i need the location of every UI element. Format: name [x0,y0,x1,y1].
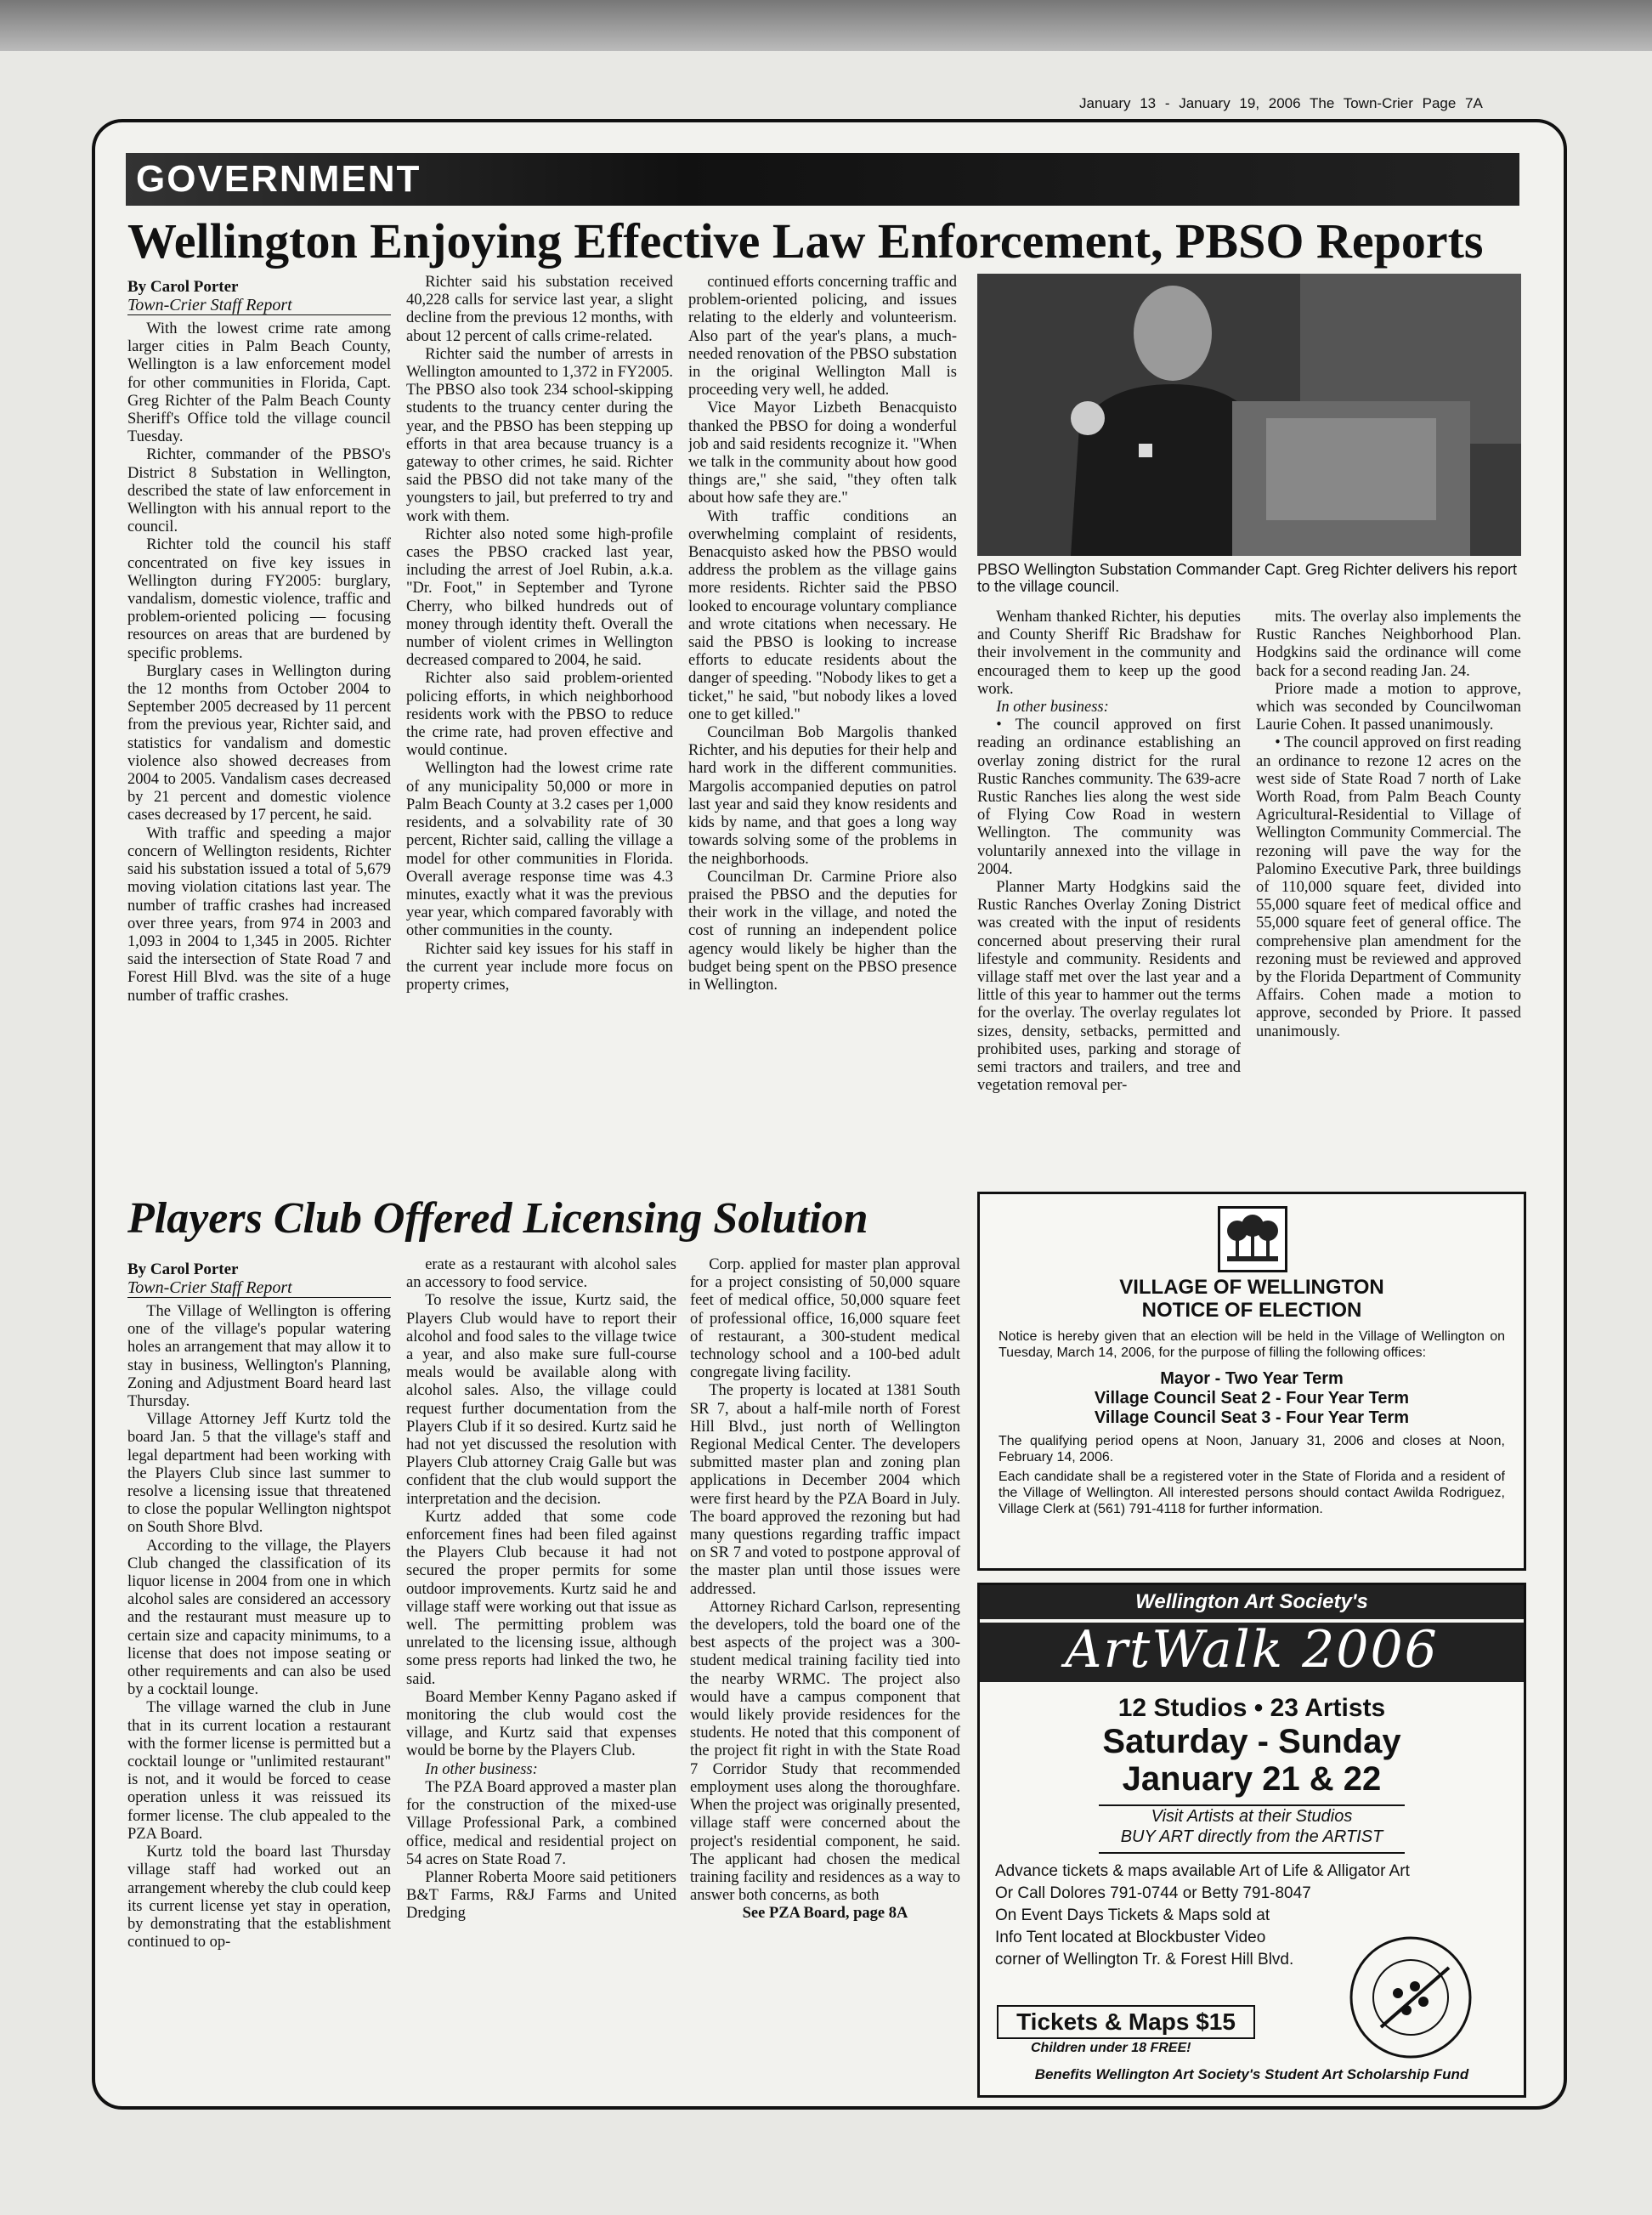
paragraph: Attorney Richard Carlson, representing the developers, told the board one of the best aspects of the project was a 300-student medical training facility tied into the nearby WRMC. The project also would have a campus component that would likely provide residences for the students. He noted that this component of the project fit right in with the State Road 7 Corridor Study that recommended employment uses along the thoroughfare. When the project was originally presented, village staff were concerned about the project's residential component, he said. The applicant had chosen the medical training facility and residences as a way to answer both concerns, as both [690,1598,960,1905]
notice-title-1: VILLAGE OF WELLINGTON [1119,1276,1384,1299]
article2-column-1 [127,1261,391,2094]
paragraph: Richter said the number of arrests in Wellington amounted to 1,372 in FY2005. The PBSO also took 234 school-skipping students to the truancy center during the year, and the PBSO has been stepping up efforts in that area because truancy is a gateway to other crimes, he said. Richter said the PBSO did not take many of the youngsters to jail, but preferred to try and work with them. [406,345,673,525]
artwalk-dates: January 21 & 22 [1122,1760,1382,1798]
article1-column-2 [406,274,673,1181]
paragraph: Richter said key issues for his staff in the current year include more focus on property crimes, [406,940,673,994]
paragraph: According to the village, the Players Club changed the classification of its liquor license in 2004 from one in which alcohol sales are considered an accessory and the restaurant must measure up to certain size and capacity minimums, to a license that does not impose seating or other requirements and can also be used by a cocktail lounge. [127,1537,391,1699]
paragraph: • The council approved on first reading an ordinance to rezone 12 acres on the west side of State Road 7 north of Lake Worth Road, from Palm Beach County Agricultural-Residential to Village of Wellington Community Commercial. The rezoning will pave the way for the Palomino Executive Park, three buildings of 110,000 square feet, divided into 55,000 square feet of medical office and 55,000 square feet of general office. The comprehensive plan amendment for the rezoning must be reviewed and approved by the Florida Department of Community Affairs. Cohen made a motion to approve, seconded by Priore. It passed unanimously. [1256,734,1521,1040]
artwalk-society: Wellington Art Society's [980,1585,1524,1619]
paragraph: • The council approved on first reading an ordinance establishing an overlay zoning district for the rural Rustic Ranches community. The 639-acre Rustic Ranches lies along the west side of Flying Cow Road in western Wellington. The community was voluntarily annexed into the village in 2004. [977,717,1241,878]
artwalk-visit: Visit Artists at their Studios [1151,1807,1353,1826]
photo-caption: PBSO Wellington Substation Commander Capt. Greg Richter delivers his report to the village council. [977,561,1517,595]
wellington-seal-icon [1218,1206,1287,1272]
paragraph: Kurtz told the board last Thursday village staff had worked out an arrangement whereby the club could keep its current license yet stay in operation, by demonstrating that the establishment continued to op- [127,1844,391,1952]
paragraph: Richter, commander of the PBSO's District 8 Substation in Wellington, described the state of law enforcement in Wellington with his annual report to the council. [127,446,391,536]
article1-col4-body [977,609,1241,699]
article1-col3-body [688,274,957,994]
artwalk-corner: corner of Wellington Tr. & Forest Hill Blvd. [995,1951,1294,1969]
jump-line: See PZA Board, page 8A [742,1905,908,1923]
artwalk-benefits: Benefits Wellington Art Society's Student Art Scholarship Fund [1034,2066,1469,2082]
paragraph: Corp. applied for master plan approval for a project consisting of 50,000 square feet of medical office, 50,000 square feet of professional office, 16,000 square feet of restaurant, a 300-student medical technology school and a 100-bed adult congregate living facility. [690,1256,960,1382]
article1-column-4 [977,609,1241,1183]
office-mayor: Mayor - Two Year Term [1160,1369,1344,1388]
notice-eligibility: Each candidate shall be a registered voter in the State of Florida and a resident of the Village of Wellington. All interested persons should contact Awilda Rodriguez, Village Clerk at (561) 791-4118 for further information. [999,1470,1505,1516]
election-notice [977,1192,1526,1571]
paragraph: Councilman Bob Margolis thanked Richter, and his deputies for their help and hard work in the different communities. Margolis accompanied deputies on patrol last year and said they know residents and kids by name, and that goes a long way towards solving some of the problems in the neighborhoods. [688,724,957,868]
notice-intro: Notice is hereby given that an election will be held in the Village of Wellington on Tuesday, March 14, 2006, for the purpose of filling the following offices: [999,1329,1505,1360]
article1-byline: By Carol Porter [127,279,239,296]
article2-subhead: In other business: [425,1760,538,1778]
article2-column-3 [690,1256,960,2094]
scan-top-edge [0,0,1652,51]
article2-byline: By Carol Porter [127,1261,239,1278]
section-title: GOVERNMENT [136,158,421,200]
paragraph: Richter said his substation received 40,228 calls for service last year, a slight decline from the previous 12 months, with about 12 percent of calls crime-related. [406,274,673,345]
paragraph: The Village of Wellington is offering one of the village's popular watering holes an arrangement that may allow it to stay in business, Wellington's Planning, Zoning and Adjustment Board heard last Thursday. [127,1303,391,1411]
article2-col2b-body [406,1779,676,1923]
office-seat-2: Village Council Seat 2 - Four Year Term [1094,1389,1410,1408]
paragraph: With traffic conditions an overwhelming complaint of residents, Benacquisto asked how the PBSO would address the problem as the village gains more residents. Richter said the PBSO looked to encourage voluntary compliance and wrote citations when necessary. He said the PBSO is looking to increase efforts to educate residents about the danger of speeding. "Nobody likes to get a ticket," he said, "but nobody likes a loved one to get killed." [688,507,957,723]
article2-col1-body [127,1303,391,1952]
article2-col2-body [406,1256,676,1761]
paragraph: Councilman Dr. Carmine Priore also praised the PBSO and the deputies for their work in the village, and noted the cost of running an independent police agency would likely be higher than the budget being spent on the PBSO presence in Wellington. [688,868,957,994]
paragraph: Planner Roberta Moore said petitioners B&T Farms, R&J Farms and United Dredging [406,1868,676,1923]
artwalk-children: Children under 18 FREE! [1031,2041,1191,2055]
paragraph: Richter also said problem-oriented policing efforts, in which neighborhood residents work with the PBSO to reduce the crime rate, had proven effective and would continue. [406,670,673,760]
article1-col2-body [406,274,673,994]
artwalk-days: Saturday - Sunday [1102,1723,1401,1760]
office-seat-3: Village Council Seat 3 - Four Year Term [1094,1408,1410,1427]
richter-photo [977,274,1521,556]
article1-col4b-body [977,717,1241,1095]
artwalk-price: Tickets & Maps $15 [997,2005,1255,2039]
paragraph: Richter told the council his staff concentrated on five key issues in Wellington during FY2005: burglary, vandalism, domestic violence, traffic and problem-oriented policing — focusing resources on areas that are burdened by specific problems. [127,536,391,662]
paragraph: With the lowest crime rate among larger cities in Palm Beach County, Wellington is a law enforcement model for other communities in Florida, Capt. Greg Richter of the Palm Beach County Sheriff's Office told the village council Tuesday. [127,320,391,446]
paragraph: Board Member Kenny Pagano asked if monitoring the club would cost the village, and Kurtz said that expenses would be borne by the Players Club. [406,1688,676,1760]
article1-column-1 [127,279,391,1181]
paragraph: erate as a restaurant with alcohol sales an accessory to food service. [406,1256,676,1292]
article1-subhead: In other business: [996,699,1109,717]
notice-title-2: NOTICE OF ELECTION [1141,1299,1362,1322]
paragraph: Priore made a motion to approve, which was seconded by Councilwoman Laurie Cohen. It passed unanimously. [1256,680,1521,734]
paragraph: With traffic and speeding a major concern of Wellington residents, Richter said his substation issued a total of 5,679 moving violation citations last year. The number of traffic crashes had increased over three years, from 974 in 2003 and 1,093 in 2004 to 1,345 in 2005. Richter said the intersection of State Road 7 and Forest Hill Blvd. was the site of a huge number of traffic crashes. [127,824,391,1005]
paragraph: mits. The overlay also implements the Rustic Ranches Neighborhood Plan. Hodgkins said the ordinance will come back for a second reading Jan. 24. [1256,609,1521,680]
article2-role: Town-Crier Staff Report [127,1278,391,1298]
artwalk-buy: BUY ART directly from the ARTIST [1120,1827,1383,1846]
article1-role: Town-Crier Staff Report [127,296,391,315]
article2-column-2 [406,1256,676,2094]
paragraph: The village warned the club in June that in its current location a restaurant with the former license is permitted but a cocktail lounge or "unlimited restaurant" is not, and it would be forced to cease operation unless it was reissued its former license. The club appealed to the PZA Board. [127,1699,391,1843]
notice-qualifying: The qualifying period opens at Noon, January 31, 2006 and closes at Noon, February 14, 2006. [999,1434,1505,1464]
article1-column-3 [688,274,957,1181]
article1-col5-body [1256,609,1521,1041]
artwalk-tent: Info Tent located at Blockbuster Video [995,1929,1266,1946]
artwalk-ad [977,1583,1526,2098]
paragraph: Planner Marty Hodgkins said the Rustic Ranches Overlay Zoning District was created with the input of residents concerned about preserving their rural lifestyle and community. Residents and village staff met over the last year and a little of this year to hammer out the terms for the overlay. The overlay regulates lot sizes, density, setbacks, permitted and prohibited uses, parking and storage of semi tractors and trailers, and tree and vegetation removal per- [977,879,1241,1095]
paragraph: Wenham thanked Richter, his deputies and County Sheriff Ric Bradshaw for their involvement in the community and encouraged them to keep up the good work. [977,609,1241,698]
artwalk-counts: 12 Studios • 23 Artists [1117,1694,1386,1722]
paragraph: Richter also noted some high-profile cases the PBSO cracked last year, including the arrest of Joel Rubin, a.k.a. "Dr. Foot," in September and Tyrone Cherry, who bilked hundreds out of money through identity theft. Overall the number of violent crimes in Wellington decreased compared to 2004, he said. [406,525,673,670]
paragraph: continued efforts concerning traffic and problem-oriented policing, and issues relating to the elderly and volunteerism. Also part of the year's plans, a much-needed renovation of the PBSO substation in the original Wellington Mall is proceeding very well, he added. [688,274,957,399]
art-society-seal-icon [1347,1934,1474,2061]
article2-headline: Players Club Offered Licensing Solution [127,1194,868,1243]
paragraph: To resolve the issue, Kurtz said, the Players Club would have to report their alcohol and food sales to the village twice a year, and also make sure full-course meals would be available along with alcohol sales. Also, the village could request further documentation from the Players Club if it so desired. Kurtz said he had not yet discussed the resolution with Players Club attorney Craig Galle but was confident that the club would support the interpretation and the decision. [406,1292,676,1508]
article1-headline: Wellington Enjoying Effective Law Enforcement, PBSO Reports [127,213,1484,269]
page-folio: January 13 - January 19, 2006 The Town-Crier Page 7A [1079,95,1483,111]
paragraph: Vice Mayor Lizbeth Benacquisto thanked the PBSO for doing a wonderful job and said residents recognize it. "When we talk in the community about how good things are," she said, "they often talk about how safe they are." [688,399,957,507]
article1-col1-body [127,320,391,1006]
paragraph: Kurtz added that some code enforcement fines had been filed against the Players Club because it had not secured the proper permits for some outdoor improvements. Kurtz said he and village staff were working out that issue as well. The permitting problem was unrelated to the licensing issue, although some press reports had linked the two, he said. [406,1508,676,1688]
paragraph: Wellington had the lowest crime rate of any municipality 50,000 or more in Palm Beach County at 3.2 cases per 1,000 residents, and a solvability rate of 30 percent, Richter said, calling the village a model for other communities in Florida. Overall average response time was 4.3 minutes, exactly what it was the previous year year, which compared favorably with other communities in the county. [406,760,673,940]
paragraph: The PZA Board approved a master plan for the construction of the mixed-use Village Professional Park, a combined office, medical and residential project on 54 acres on State Road 7. [406,1778,676,1868]
artwalk-advance: Advance tickets & maps available Art of Life & Alligator Art [995,1862,1410,1880]
paragraph: The property is located at 1381 South SR 7, about a half-mile north of Forest Hill Blvd., just north of Wellington Regional Medical Center. The developers submitted master plan and zoning plan applications in December 2004 which were first heard by the PZA Board in July. The board approved the rezoning but had many questions regarding traffic impact on SR 7 and voted to postpone approval of the master plan until those issues were addressed. [690,1382,960,1598]
artwalk-title: ArtWalk 2006 [980,1623,1524,1682]
paragraph: Burglary cases in Wellington during the 12 months from October 2004 to September 2005 decreased by 11 percent from the previous year, Richter said, and statistics for vandalism and domestic violence also showed decreases from 2004 to 2005. Vandalism cases decreased by 21 percent and domestic violence cases decreased by 17 percent, he said. [127,662,391,824]
article2-col3-body [690,1256,960,1905]
artwalk-event: On Event Days Tickets & Maps sold at [995,1906,1270,1924]
paragraph: Village Attorney Jeff Kurtz told the board Jan. 5 that the village's staff and legal department had been working with the Players Club since last summer to resolve a licensing issue that threatened to close the popular Wellington nightspot on South Shore Blvd. [127,1411,391,1537]
article1-column-5 [1256,609,1521,1183]
artwalk-call: Or Call Dolores 791-0744 or Betty 791-8047 [995,1884,1311,1902]
